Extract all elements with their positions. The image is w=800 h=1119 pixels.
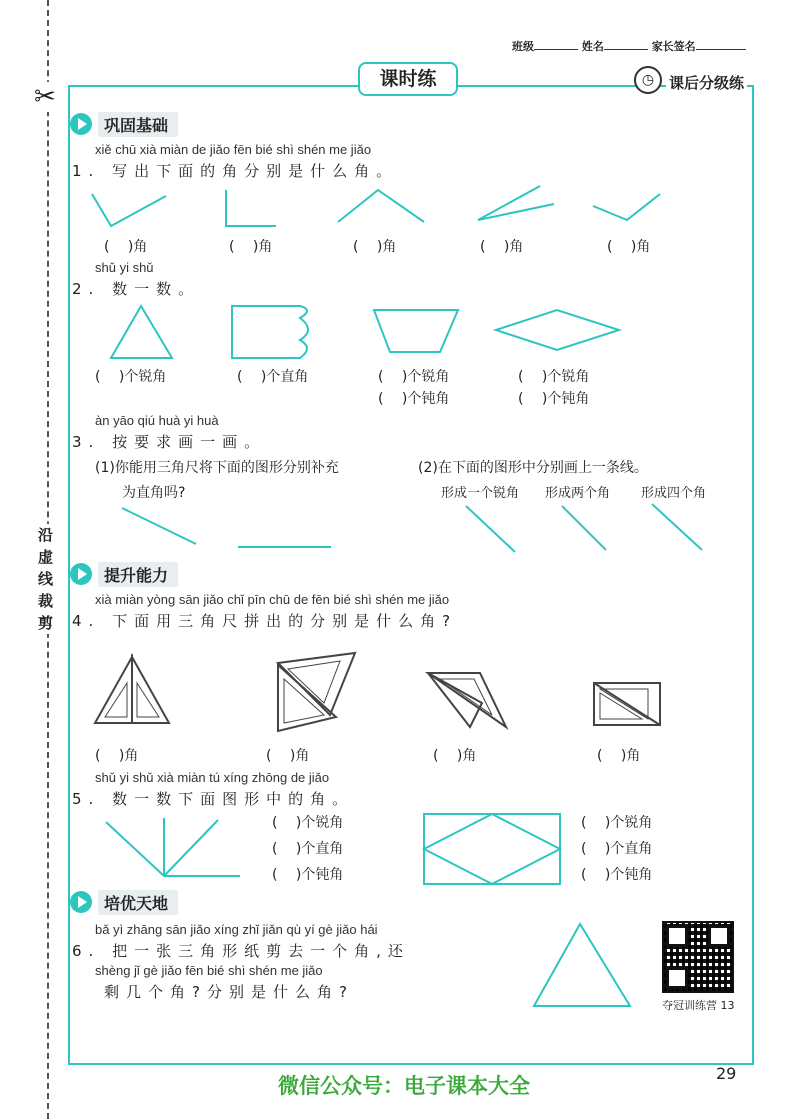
play-icon xyxy=(70,113,92,135)
q5-shapes xyxy=(0,812,800,892)
q6-triangle xyxy=(532,922,642,1012)
triangle-shape xyxy=(111,306,172,358)
q5-left-right[interactable]: ( )个直角 xyxy=(272,841,344,857)
angle-2 xyxy=(226,190,276,226)
page-number: 29 xyxy=(716,1064,737,1083)
q5-pinyin: shǔ yi shǔ xià miàn tú xíng zhōng de jiǎo xyxy=(95,770,330,785)
rhombus-shape xyxy=(496,310,619,350)
q6-pinyin-1: bǎ yì zhāng sān jiǎo xíng zhǐ jiǎn qù yí gè jiǎo hái xyxy=(95,922,378,937)
q3-part2: (2)在下面的图形中分别画上一条线。 xyxy=(418,460,648,476)
q2-rect-answer[interactable]: ( )个直角 xyxy=(237,369,309,385)
q4-pinyin: xià miàn yòng sān jiǎo chǐ pīn chū de fēn bié shì shén me jiǎo xyxy=(95,592,450,607)
set-square-pair-4 xyxy=(594,683,660,725)
q1-answer-4[interactable]: ( )角 xyxy=(480,239,524,255)
q3-text: 3. 按要求画一画。 xyxy=(72,433,267,451)
section-basic: 巩固基础 xyxy=(70,112,178,136)
q5-right-acute[interactable]: ( )个锐角 xyxy=(581,815,653,831)
q3-lines xyxy=(0,500,800,560)
trapezoid-shape xyxy=(374,310,458,352)
q1-text: 1. 写出下面的角分别是什么角。 xyxy=(72,162,399,180)
q3-label-3: 形成四个角 xyxy=(641,486,707,501)
set-square-pair-3 xyxy=(428,673,506,727)
q2-trap-acute-answer[interactable]: ( )个锐角 xyxy=(378,369,450,385)
angle-5 xyxy=(593,194,660,220)
qr-caption: 夺冠训练营 13 xyxy=(662,999,735,1012)
q5-left-obtuse[interactable]: ( )个钝角 xyxy=(272,867,344,883)
q3-part1-line2: 为直角吗? xyxy=(122,485,186,501)
q2-text: 2. 数一数。 xyxy=(72,280,201,298)
page-title: 课时练 xyxy=(358,62,458,96)
play-icon xyxy=(70,891,92,913)
q5-right-right[interactable]: ( )个直角 xyxy=(581,841,653,857)
q1-pinyin: xiě chū xià miàn de jiǎo fēn bié shì shén me jiǎo xyxy=(95,142,372,157)
qr-code xyxy=(662,921,734,993)
q1-answer-2[interactable]: ( )角 xyxy=(229,239,273,255)
q3-pinyin: àn yāo qiú huà yi huà xyxy=(95,413,219,428)
q3-label-2: 形成两个角 xyxy=(545,486,611,501)
q5-left-acute[interactable]: ( )个锐角 xyxy=(272,815,344,831)
ray-fan-shape xyxy=(106,818,240,876)
q5-right-obtuse[interactable]: ( )个钝角 xyxy=(581,867,653,883)
angle-4 xyxy=(478,186,554,220)
rect-rhombus-shape xyxy=(424,814,560,884)
q2-trap-obtuse-answer[interactable]: ( )个钝角 xyxy=(378,391,450,407)
q5-text: 5. 数一数下面图形中的角。 xyxy=(72,790,355,808)
q6-line-1: 6. 把一张三角形纸剪去一个角,还 xyxy=(72,942,410,960)
q3-part1-line1: (1)你能用三角尺将下面的图形分别补充 xyxy=(95,460,339,476)
set-square-pair-1 xyxy=(95,657,169,723)
alarm-clock-icon: ◷ xyxy=(634,66,662,94)
q2-rhombus-acute-answer[interactable]: ( )个锐角 xyxy=(518,369,590,385)
q1-answer-1[interactable]: ( )角 xyxy=(104,239,148,255)
q1-answer-5[interactable]: ( )角 xyxy=(607,239,651,255)
page-subtitle: 课后分级练 xyxy=(666,72,747,93)
q4-answer-1[interactable]: ( )角 xyxy=(95,748,139,764)
q2-triangle-answer[interactable]: ( )个锐角 xyxy=(95,369,167,385)
q4-answer-3[interactable]: ( )角 xyxy=(433,748,477,764)
q4-set-squares xyxy=(0,635,800,735)
q1-answer-3[interactable]: ( )角 xyxy=(353,239,397,255)
q2-rhombus-obtuse-answer[interactable]: ( )个钝角 xyxy=(518,391,590,407)
angle-1 xyxy=(92,194,166,226)
q4-answer-2[interactable]: ( )角 xyxy=(266,748,310,764)
q2-pinyin: shǔ yi shǔ xyxy=(95,260,154,275)
q6-line-2: 剩几个角?分别是什么角? xyxy=(104,983,354,1001)
section-improve: 提升能力 xyxy=(70,562,178,586)
q4-text: 4. 下面用三角尺拼出的分别是什么角? xyxy=(72,612,458,630)
q3-label-1: 形成一个锐角 xyxy=(441,486,520,501)
angle-3 xyxy=(338,190,424,222)
set-square-pair-2 xyxy=(278,653,355,731)
q6-pinyin-2: shèng jǐ gè jiǎo fēn bié shì shén me jiǎo xyxy=(95,963,323,978)
section-advanced: 培优天地 xyxy=(70,890,178,914)
q4-answer-4[interactable]: ( )角 xyxy=(597,748,641,764)
play-icon xyxy=(70,563,92,585)
footer-text: 微信公众号：电子课本大全 xyxy=(278,1074,530,1098)
scissors-icon: ✂ xyxy=(34,82,56,112)
cut-text: 沿虚线裁剪 xyxy=(38,524,56,634)
header-fields: 班级 姓名 家长签名 xyxy=(512,38,746,54)
notched-rect-shape xyxy=(232,306,308,358)
